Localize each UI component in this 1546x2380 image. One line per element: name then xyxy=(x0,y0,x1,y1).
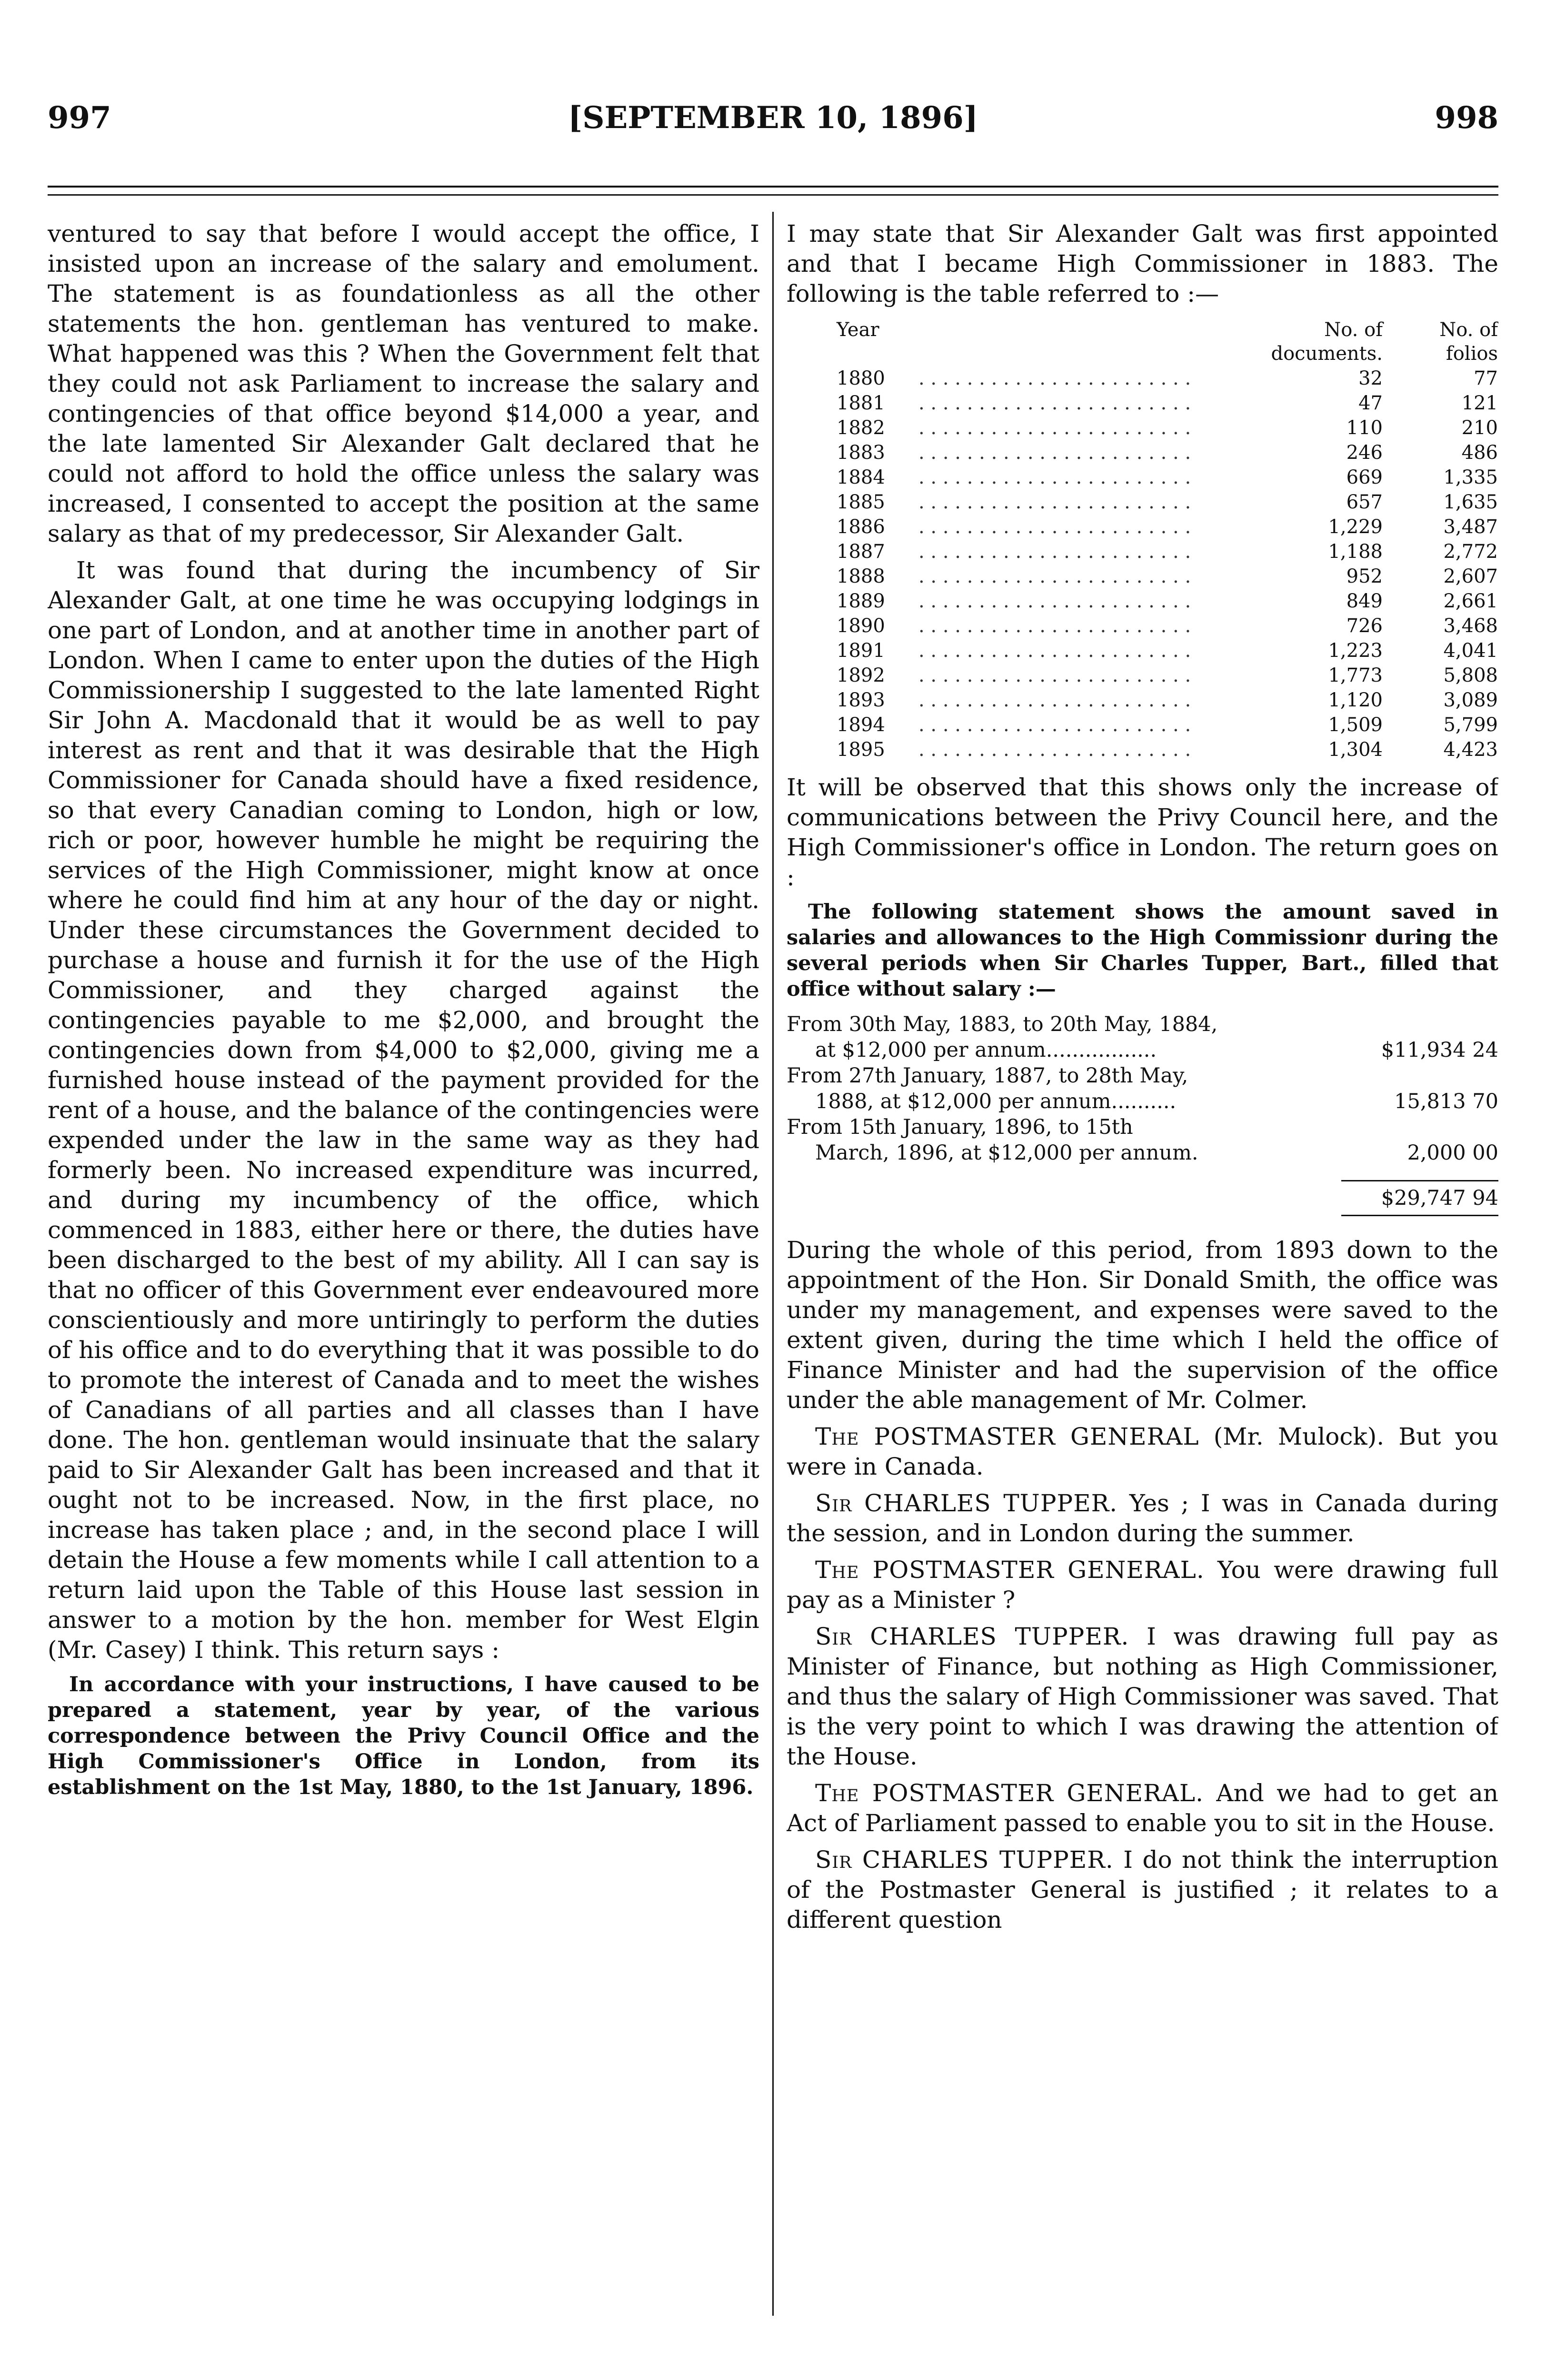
savings-amount: 2,000 00 xyxy=(1407,1141,1498,1165)
cell-documents: 1,188 xyxy=(1328,541,1383,563)
savings-rate: at $12,000 per annum................. xyxy=(815,1038,1157,1062)
leader-dots: . . . . . . . . . . . . . . . . . . . . . . . xyxy=(918,466,1191,488)
speech-text: I do not think the interruption of the Postmaster General is justified ; it relates to a different question xyxy=(787,1846,1498,1934)
speech-text: Yes ; I was in Canada during the session, and in London during the summer. xyxy=(787,1489,1498,1547)
cell-folios: 1,635 xyxy=(1443,491,1498,513)
table-row xyxy=(787,416,1498,440)
savings-quote: The following statement shows the amount saved in salaries and allowances to the High Commissionr during the several periods when Sir Charles Tupper, Bart., filled that office without salary :— xyxy=(787,900,1498,1001)
cell-folios: 3,487 xyxy=(1443,516,1498,538)
savings-period: From 27th January, 1887, to 28th May, xyxy=(787,1064,1188,1088)
cell-year: 1890 xyxy=(837,615,885,637)
leader-dots: . . . . . . . . . . . . . . . . . . . . . . . xyxy=(918,689,1191,711)
cell-year: 1884 xyxy=(837,466,885,488)
cell-documents: 246 xyxy=(1346,442,1383,464)
column-header-folios: No. of folios xyxy=(1439,319,1498,365)
table-row xyxy=(787,366,1498,391)
leader-dots: . . . . . . . . . . . . . . . . . . . . . . . xyxy=(918,565,1191,587)
page-number-left: 997 xyxy=(48,100,111,136)
table-row xyxy=(787,490,1498,515)
cell-folios: 121 xyxy=(1461,392,1498,414)
cell-year: 1887 xyxy=(837,541,885,563)
savings-item xyxy=(787,1114,1498,1166)
dialogue-entry xyxy=(787,1555,1498,1615)
savings-amount: $11,934 24 xyxy=(1381,1038,1498,1062)
cell-year: 1882 xyxy=(837,417,885,439)
savings-list xyxy=(787,1012,1498,1166)
dialogue-entry xyxy=(787,1622,1498,1772)
leader-dots: . . . . . . . . . . . . . . . . . . . . . . . xyxy=(918,640,1191,662)
speaker-name: Sir CHARLES TUPPER. xyxy=(815,1489,1118,1517)
documents-table-body xyxy=(787,366,1498,762)
cell-folios: 5,808 xyxy=(1443,664,1498,686)
column-header-documents: No. of documents. xyxy=(1271,319,1383,365)
paragraph: I may state that Sir Alexander Galt was first appointed and that I became High Commissioner in 1883. The following is the table referred to :— xyxy=(787,220,1498,307)
cell-year: 1893 xyxy=(837,689,885,711)
savings-period: From 30th May, 1883, to 20th May, 1884, xyxy=(787,1012,1218,1036)
table-row xyxy=(787,391,1498,416)
page-date: [SEPTEMBER 10, 1896] xyxy=(568,100,978,136)
cell-documents: 47 xyxy=(1358,392,1383,414)
cell-documents: 669 xyxy=(1346,466,1383,488)
leader-dots: . . . . . . . . . . . . . . . . . . . . . . . xyxy=(918,516,1191,538)
speaker-name: Sir CHARLES TUPPER. xyxy=(815,1623,1129,1650)
leader-dots: . . . . . . . . . . . . . . . . . . . . . . . xyxy=(918,590,1191,612)
savings-total: $29,747 94 xyxy=(1341,1180,1498,1216)
cell-folios: 3,468 xyxy=(1443,615,1498,637)
cell-folios: 2,661 xyxy=(1443,590,1498,612)
header-rule xyxy=(48,186,1498,188)
dialogue-entry xyxy=(787,1778,1498,1838)
cell-year: 1881 xyxy=(837,392,885,414)
leader-dots: . . . . . . . . . . . . . . . . . . . . . . . xyxy=(918,491,1191,513)
cell-documents: 1,509 xyxy=(1328,714,1383,736)
savings-amount: 15,813 70 xyxy=(1394,1090,1498,1113)
cell-folios: 1,335 xyxy=(1443,466,1498,488)
leader-dots: . . . . . . . . . . . . . . . . . . . . . . . xyxy=(918,541,1191,563)
header-rule-secondary xyxy=(48,194,1498,196)
table-row xyxy=(787,663,1498,688)
cell-folios: 77 xyxy=(1474,367,1498,389)
table-row xyxy=(787,614,1498,638)
speech-text: You were drawing full pay as a Minister ? xyxy=(787,1556,1498,1614)
leader-dots: . . . . . . . . . . . . . . . . . . . . . . . xyxy=(918,664,1191,686)
speech-text: I was drawing full pay as Minister of Finance, but nothing as High Commissioner, and thus the salary of High Commissioner was saved. That is the very point to which I was drawing the attention of the House. xyxy=(787,1623,1498,1770)
cell-folios: 5,799 xyxy=(1443,714,1498,736)
page-header xyxy=(48,100,1498,143)
table-row xyxy=(787,564,1498,589)
leader-dots: . . . . . . . . . . . . . . . . . . . . . . . xyxy=(918,392,1191,414)
cell-folios: 2,772 xyxy=(1443,541,1498,563)
speech-text: (Mr. Mulock). But you were in Canada. xyxy=(787,1423,1498,1480)
cell-year: 1888 xyxy=(837,565,885,587)
page-number-right: 998 xyxy=(1435,100,1498,136)
cell-documents: 726 xyxy=(1346,615,1383,637)
leader-dots: . . . . . . . . . . . . . . . . . . . . . . . xyxy=(918,615,1191,637)
column-divider xyxy=(772,212,774,2316)
dialogue-entry xyxy=(787,1488,1498,1548)
savings-rate: 1888, at $12,000 per annum.......... xyxy=(815,1090,1177,1113)
documents-table xyxy=(787,317,1498,762)
return-quote: In accordance with your instructions, I have caused to be prepared a statement, year by year, of the various correspondence between the Privy Council Office and the High Commissioner's Office in London, from its establishment on the 1st May, 1880, to the 1st January, 1896. xyxy=(48,1673,759,1799)
cell-documents: 952 xyxy=(1346,565,1383,587)
cell-documents: 32 xyxy=(1358,367,1383,389)
cell-year: 1894 xyxy=(837,714,885,736)
cell-folios: 486 xyxy=(1461,442,1498,464)
cell-folios: 4,423 xyxy=(1443,739,1498,761)
cell-year: 1880 xyxy=(837,367,885,389)
cell-folios: 3,089 xyxy=(1443,689,1498,711)
cell-year: 1883 xyxy=(837,442,885,464)
cell-documents: 849 xyxy=(1346,590,1383,612)
cell-documents: 1,120 xyxy=(1328,689,1383,711)
column-header-year: Year xyxy=(837,319,879,341)
leader-dots: . . . . . . . . . . . . . . . . . . . . . . . xyxy=(918,739,1191,761)
dialogue-entry xyxy=(787,1422,1498,1482)
table-row xyxy=(787,440,1498,465)
cell-year: 1886 xyxy=(837,516,885,538)
table-row xyxy=(787,638,1498,663)
savings-period: From 15th January, 1896, to 15th xyxy=(787,1115,1133,1139)
savings-item xyxy=(787,1063,1498,1114)
speaker-name: The POSTMASTER GENERAL. xyxy=(815,1779,1204,1807)
leader-dots: . . . . . . . . . . . . . . . . . . . . . . . xyxy=(918,442,1191,464)
table-row xyxy=(787,713,1498,737)
cell-year: 1891 xyxy=(837,640,885,662)
table-row xyxy=(787,465,1498,490)
paragraph: It was found that during the incumbency of Sir Alexander Galt, at one time he was occupying lodgings in one part of London, and at another time in another part of London. When I came to enter upon the duties of the High Commissionership I suggested to the late lamented Right Sir John A. Macdonald that it would be as well to pay interest as rent and that it was desirable that the High Commissioner for Canada should have a fixed residence, so that every Canadian coming to London, high or low, rich or poor, however humble he might be requiring the services of the High Commissioner, might know at once where he could find him at any hour of the day or night. Under these circumstances the Government decided to purchase a house and furnish it for the use of the High Commissioner, and they charged against the contingencies payable to me $2,000, and brought the contingencies down from $4,000 to $2,000, giving me a furnished house instead of the payment provided for the rent of a house, and the balance of the contingencies were expended under the law in the same way as they had formerly been. No increased expenditure was incurred, and during my incumbency of the office, which commenced in 1883, either here or there, the duties have been discharged to the best of my ability. All I can say is that no officer of this Government ever endeavoured more conscientiously and more untiringly to perform the duties of his office and to do everything that it was possible to do to promote the interest of Canada and to meet the wishes of Canadians of all parties and all classes than I have done. The hon. gentleman would insinuate that the salary paid to Sir Alexander Galt has been increased and that it ought not to be increased. Now, in the first place, no increase has taken place ; and, in the second place I will detain the House a few moments while I call attention to a return laid upon the Table of this House last session in answer to a motion by the hon. member for West Elgin (Mr. Casey) I think. This return says : xyxy=(48,556,759,1664)
cell-documents: 1,304 xyxy=(1328,739,1383,761)
speaker-name: Sir CHARLES TUPPER. xyxy=(815,1846,1114,1874)
cell-folios: 4,041 xyxy=(1443,640,1498,662)
table-row xyxy=(787,589,1498,614)
savings-item xyxy=(787,1012,1498,1063)
leader-dots: . . . . . . . . . . . . . . . . . . . . . . . xyxy=(918,417,1191,439)
paragraph: During the whole of this period, from 1893 down to the appointment of the Hon. Sir Donald Smith, the office was under my management, and expenses were saved to the extent given, during the time which I held the office of Finance Minister and had the supervision of the office under the able management of Mr. Colmer. xyxy=(787,1236,1498,1414)
speech-text: And we had to get an Act of Parliament passed to enable you to sit in the House. xyxy=(787,1779,1498,1837)
cell-documents: 1,223 xyxy=(1328,640,1383,662)
cell-folios: 210 xyxy=(1461,417,1498,439)
table-row xyxy=(787,539,1498,564)
cell-documents: 110 xyxy=(1346,417,1383,439)
table-row xyxy=(787,688,1498,713)
cell-year: 1895 xyxy=(837,739,885,761)
cell-documents: 1,229 xyxy=(1328,516,1383,538)
table-row xyxy=(787,737,1498,762)
left-column xyxy=(48,219,759,2323)
paragraph: It will be observed that this shows only the increase of communications between the Privy Council here, and the High Commissioner's office in London. The return goes on : xyxy=(787,774,1498,891)
cell-year: 1892 xyxy=(837,664,885,686)
speaker-name: The POSTMASTER GENERAL xyxy=(815,1423,1199,1450)
speaker-name: The POSTMASTER GENERAL. xyxy=(815,1556,1205,1584)
table-row xyxy=(787,515,1498,539)
cell-year: 1885 xyxy=(837,491,885,513)
leader-dots: . . . . . . . . . . . . . . . . . . . . . . . xyxy=(918,367,1191,389)
cell-year: 1889 xyxy=(837,590,885,612)
right-column xyxy=(787,219,1498,2323)
cell-documents: 657 xyxy=(1346,491,1383,513)
leader-dots: . . . . . . . . . . . . . . . . . . . . . . . xyxy=(918,714,1191,736)
savings-rate: March, 1896, at $12,000 per annum. xyxy=(815,1141,1198,1165)
table-header-row xyxy=(787,317,1498,366)
dialogue-entry xyxy=(787,1845,1498,1935)
cell-folios: 2,607 xyxy=(1443,565,1498,587)
cell-documents: 1,773 xyxy=(1328,664,1383,686)
paragraph: ventured to say that before I would accept the office, I insisted upon an increase of the salary and emolument. The statement is as foundationless as all the other statements the hon. gentleman has ventured to make. What happened was this ? When the Government felt that they could not ask Parliament to increase the salary and contingencies of that office beyond $14,000 a year, and the late lamented Sir Alexander Galt declared that he could not afford to hold the office unless the salary was increased, I consented to accept the position at the same salary as that of my predecessor, Sir Alexander Galt. xyxy=(48,220,759,547)
